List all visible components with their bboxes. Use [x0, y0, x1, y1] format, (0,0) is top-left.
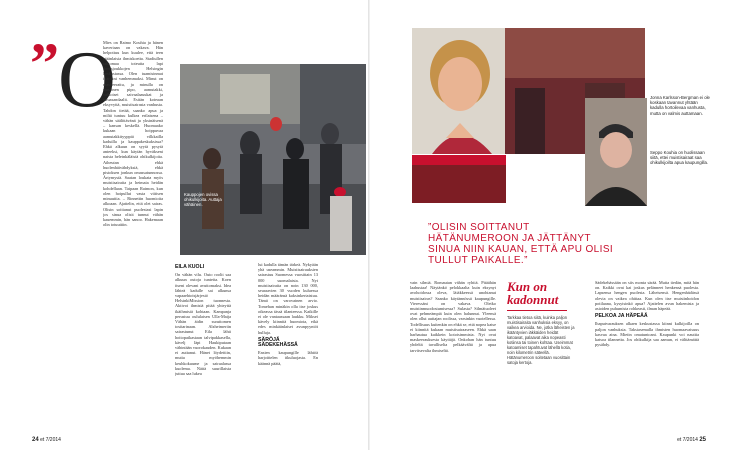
- body-text: Sädekehässään on siis monta särää. Mutta tiedän, mitä hän on. Kaikki ovat kai joskus pelänneet henkensä puolesta. Lapsensa hengen puolesta. Läheisensä. Hengenhädässä olevia on vaikea ohittaa. Kun olen itse muistinhoidon potilaana, kysyisinkö apua? Ajattelen avun hakemista ja asioiden puhumista rohkeasti, ilman häpeää.: [595, 280, 699, 312]
- left-column-3: [258, 262, 318, 442]
- right-column-2: [595, 280, 699, 440]
- page-number: 24: [32, 437, 39, 443]
- sidebar-title: Kun on kadonnut: [507, 279, 559, 307]
- body-text: Ensien kaupungille lähtöä harjoittelen itkuluojasta. En käännä päätä,: [258, 350, 318, 366]
- man-photo-caption: Seppo Kouhia on huolissaan siitä, ettei muistisairaat saa ohikulkijoilta apua kaupungilla.: [650, 150, 709, 166]
- sidebar-text: Tarkkaa tietoa siitä, kuinka paljon muistisairaita vanhuksia eksyy, on vaikea arvioida. Ne, jotka läheisten ja ikääntyvien iäkkäiden heidät katoavat, palaavat aika nopeasti kotiinsa tai toinen kohtaa. Useimmat katoamiset tapahtuvat lähellä kotia, noin kilometrin säteellä. Hätänumeroon soitetaan vuosittain satoja kertoja.: [507, 315, 575, 365]
- woman-portrait-photo: [412, 28, 506, 154]
- crowd-photo-caption: Kauppojen ovissa ohikulkijoita. Auttaja vähäinen.: [184, 192, 222, 208]
- sidebar-box: [507, 280, 575, 365]
- man-portrait-photo: [585, 98, 647, 206]
- crowd-detail-photo: [412, 155, 506, 203]
- issue-label: et 7/2014: [677, 437, 698, 443]
- street-crowd-photo: [180, 64, 366, 255]
- body-text: lui kadulla tämän tärkeä. Nykyään yhä useammin. Muistisairauksien sairastuu Suomessa vuosittain 13 000 suomalaista. Nyt muistisairaita on noin 130 000, seuraavien 30 vuoden kuluessa heidän määränsä kaksinkertaistuu. Tämä on varovainen arvio. Tomehan minäkin olla itse joskus oikeassa tässä tilanteessa. Kaikille ei ole vantaassaan laukku. Miksei kävely kiinnitä huomiota, eikä edes minkäänlaiset avunpyyntöt hulluja.: [258, 262, 318, 335]
- drop-cap: O: [58, 36, 116, 124]
- page-gutter: [368, 0, 370, 450]
- red-quote-mark: ”: [30, 31, 59, 96]
- subheading-eila: EILA KUOLI: [175, 264, 205, 270]
- subheading-saroja: SÄRÖJÄ SÄDEKEHÄSSÄ: [258, 336, 298, 349]
- left-column-1: [103, 40, 163, 440]
- left-folio: [32, 437, 61, 443]
- left-column-2: [175, 262, 231, 442]
- page-number: 25: [699, 437, 706, 443]
- pull-quote: ”OLISIN SOITTANUT HÄTÄNUMEROON JA JÄTTÄNYT SINUA NIIN KAUAN, ETTÄ APU OLISI TULLUT PAIKALLE.”: [428, 222, 614, 266]
- right-folio: [677, 437, 706, 443]
- body-text: On vähän vilu. Outo roolit saa alkuun outoja tunteita. Koen itseni olevani avuttomaksi. Idea lähteä kadulle sai alkunsa vapaaehtoisjärjestö HelsinkiMission tuonnesta. Aktivoi ihmisiä pitää yhteyttä ikäihmisiä kohtaan. Kampanja perustuu oululaisen Ulla-Maija Vähän äidin suruttomen tositarinaan. Alzheimeriin sairastunut Eila lähti hoitopaikastaan talvipakkasella, kävelj läpi Haukiputaan vähintään vuorokauden. Kukaan ei auttanut. Hänet löydettiin, mutta myöhemmin keuhkokuume ja sairaalassa kuolema. Näitä suurillaista juttua saa lukea: [175, 272, 231, 377]
- body-text: Ihaputvarauksen alkaen keskustassa kiinni kulkijoilla on paljon vanhuksia. Taksiasemalla ihmisten huomaavaisuus kasvaa aina. Mietin omatuntoani. Kaupunki voi nauttia katsoa tilannetta. Jos ohikulkija saa aamun, ei välttämättä pysähdy.: [595, 321, 699, 348]
- sidebar-rule: [507, 310, 567, 311]
- subheading-pelkoa: PELKOA JA HÄPEÄÄ: [595, 313, 648, 320]
- woman-photo-caption: Jonna Karlsson-Bergman ei ole koskaan tavannut yhtään kadulla hortoilevaa vanhusta, mutta on valmis auttamaan.: [650, 95, 710, 116]
- issue-label: et 7/2014: [40, 437, 61, 443]
- right-column-1: [410, 280, 496, 440]
- body-text: Mies on Raimo Kouhia ja hänen kaveriaan on vakava. Hän helpottuu kun kuulee, että teen etäänlaisia ihmiskoetta. Stadiullen tahtomaa toteutta lapi ihmisjoukkojen Helsingin keskustassa. Olen tuamisinmat ikäisiini vanhemmaksi. Minut on maskeerattu, ja minulla on punainen pipo, aamutakki, valkoiset saivaalaasukat ja taruasandaalit. Esitän koteaan eksyvyttä, muistisairasta vanhusta. Tahdon tietää, saanko apua ja miltä tuntuu kulkea erilaisena – vähän säälittävänä ja yksinäisenä – kansan keskellä. Huomaako kukaan hoippuvaa aamutakkityyppiä vilkkailla kaduilla ja kauppakeskuksissa? Ehkä alkuun on syytä pysytä anteeksi, kun käytän hyväkseni naista heleinkäläistä ohikulkijoita. Aiheutan ehkä huolenhäivähdyksiä, ehkä pistoksen jonkun omassatunnossa. Ärtymystä. Saatan loukata myös muistisairaita ja heimaia heidän kohdellaan. Taipaan Raimon, kun olen hoipullut vasta viitisen minuuttia. – Rinnettin huomioita alkoaan. Ajattelin, että olet sairas. Olisin soittanut puolestasi lapin jos sinua olisit tunnut vähän kauemmin, hän sanoo. Hakemaan olin totuuttiin.: [103, 40, 163, 228]
- body-text: vain silmiä. Romautan vähän ryhtiä. Pitäähän laahustaa! Näytänkö pelokkaalta kuin eksynyt avohoidossa oleva, läiäkkeessä unohtanut muistisairas? Saanko käytännössä kaupungille. Vieressäni on vakava. Oletko muistinmuodostumisessa? Sulasta? Silmätuoleet ovat pehmeämpiä kuin olen halunnut. Yleensä olen ollut auttajan roolissa, varsinkin vuotellessa. Todellisuus kuitenkin on ehkä se, että nopea katse ei kiinnitä kukaan muistisairaaseen. Ehkä saan harhautua kaikkein kotoisimmista. Nyt ovat maskeerauksesta käyttäjä. Onkohan hän tuntuu yhdeltä tavalliselta pelkäävältä ja apua tarvitsevalta ihmiseltä.: [410, 280, 496, 353]
